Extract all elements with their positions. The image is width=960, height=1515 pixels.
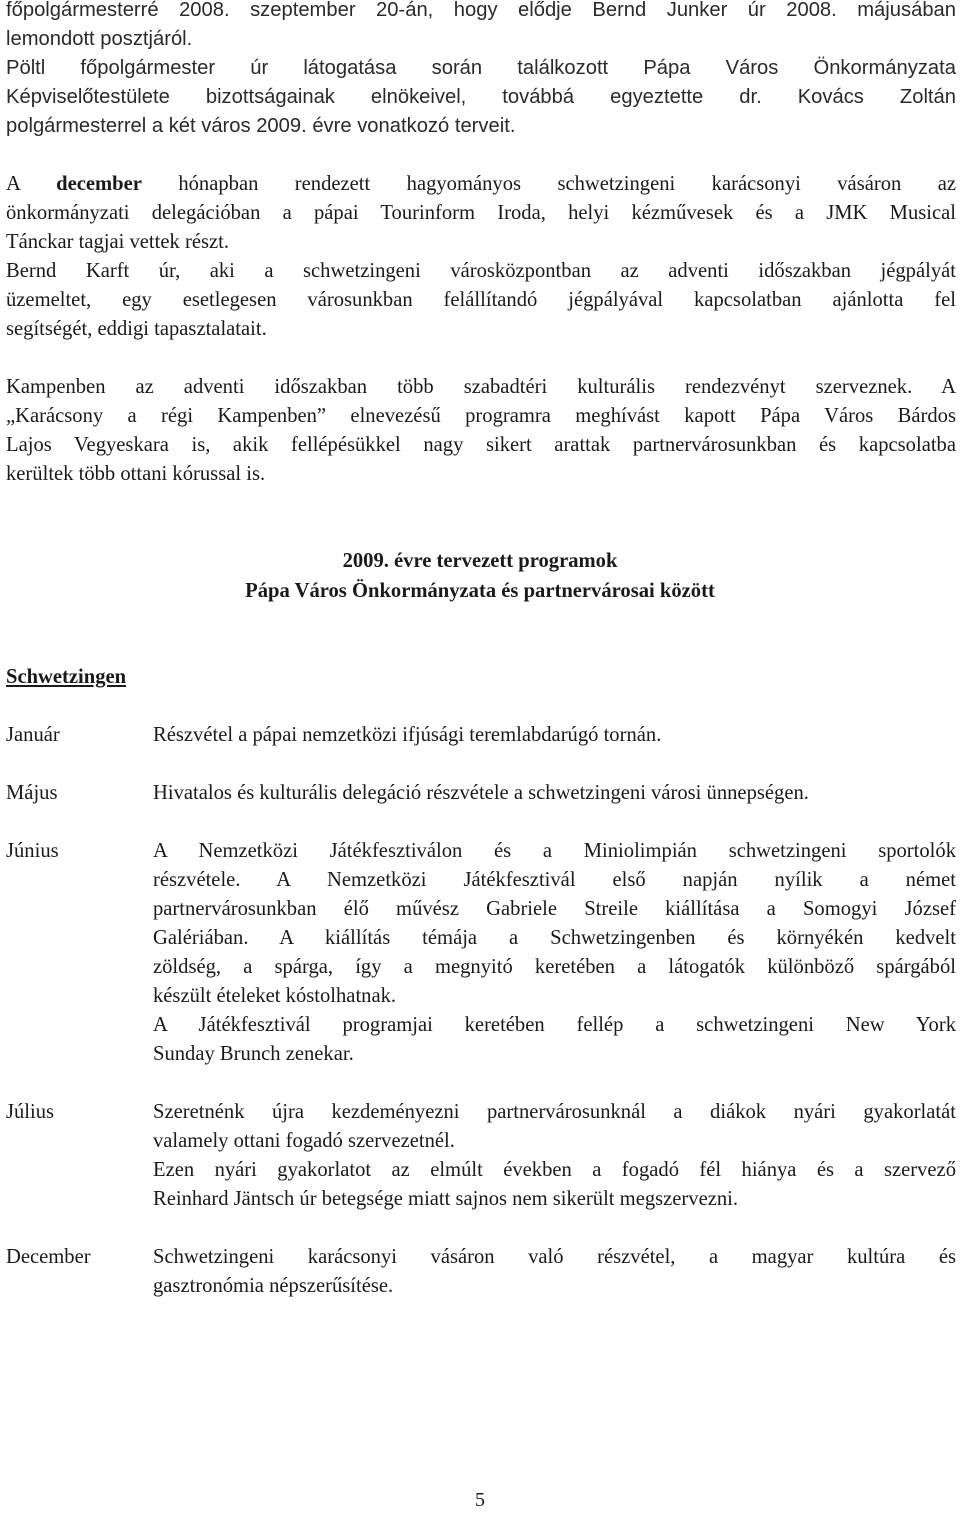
text-line: polgármesterrel a két város 2009. évre vonatkozó terveit. <box>6 115 516 137</box>
text-line: Bernd Karft úr, aki a schwetzingeni városközpontban az adventi időszakban jégpályát <box>6 260 956 282</box>
text-line: segítségét, eddigi tapasztalatait. <box>6 318 267 340</box>
kampen-paragraph <box>6 373 956 489</box>
text-line: Hivatalos és kulturális delegáció részvétele a schwetzingeni városi ünnepségen. <box>153 782 809 804</box>
text-line: Pöltl főpolgármester úr látogatása során találkozott Pápa Város Önkormányzata <box>6 57 956 79</box>
text-run: A <box>6 173 20 195</box>
program-month: Május <box>6 782 58 804</box>
heading-line-2: Pápa Város Önkormányzata és partnervárosai között <box>245 580 715 602</box>
text-line: Tánckar tagjai vettek részt. <box>6 231 229 253</box>
karft-paragraph <box>6 257 956 344</box>
page-number: 5 <box>475 1489 485 1511</box>
program-description <box>153 779 956 808</box>
text-line: Részvétel a pápai nemzetközi ifjúsági teremlabdarúgó tornán. <box>153 724 662 746</box>
program-description <box>153 1098 956 1214</box>
program-description <box>153 721 956 750</box>
text-line: készült ételeket kóstolhatnak. <box>153 985 397 1007</box>
text-line: A Játékfesztivál programjai keretében fellép a schwetzingeni New York <box>153 1014 956 1036</box>
text-line: részvétele. A Nemzetközi Játékfesztivál első napján nyílik a német <box>153 869 956 891</box>
text-line: lemondott posztjáról. <box>6 28 193 50</box>
text-line: „Karácsony a régi Kampenben” elnevezésű programra meghívást kapott Pápa Város Bárdos <box>6 405 956 427</box>
intro-paragraph <box>6 0 956 141</box>
text-line: Ezen nyári gyakorlatot az elmúlt években a fogadó fél hiánya és a szervező <box>153 1159 956 1181</box>
text-line: Sunday Brunch zenekar. <box>153 1043 354 1065</box>
text-line: Lajos Vegyeskara is, akik fellépésükkel nagy sikert arattak partnervárosunkban és kapcsolatba <box>6 434 956 456</box>
text-line: Képviselőtestülete bizottságainak elnökeivel, továbbá egyeztette dr. Kovács Zoltán <box>6 86 956 108</box>
text-line: Galériában. A kiállítás témája a Schwetzingenben és környékén kedvelt <box>153 927 956 949</box>
text-line: zöldség, a spárga, így a megnyitó keretében a látogatók különböző spárgából <box>153 956 956 978</box>
text-line: gasztronómia népszerűsítése. <box>153 1275 394 1297</box>
program-month: Január <box>6 724 60 746</box>
text-line <box>6 170 956 199</box>
heading-line-1: 2009. évre tervezett programok <box>342 550 618 572</box>
text-line: partnervárosunkban élő művész Gabriele Streile kiállítása a Somogyi József <box>153 898 956 920</box>
text-line: Reinhard Jäntsch úr betegsége miatt sajnos nem sikerült megszervezni. <box>153 1188 739 1210</box>
text-line: önkormányzati delegációban a pápai Tourinform Iroda, helyi kézművesek és a JMK Musical <box>6 202 956 224</box>
program-month: December <box>6 1246 91 1268</box>
program-month: Július <box>6 1101 55 1123</box>
text-run: hónapban rendezett hagyományos schwetzingeni karácsonyi vásáron az <box>178 173 956 195</box>
text-line: főpolgármesterré 2008. szeptember 20-án, hogy elődje Bernd Junker úr 2008. májusában <box>6 0 956 21</box>
text-line: A Nemzetközi Játékfesztiválon és a Miniolimpián schwetzingeni sportolók <box>153 840 956 862</box>
text-line: üzemeltet, egy esetlegesen városunkban felállítandó jégpályával kapcsolatban ajánlotta fel <box>6 289 956 311</box>
text-line: valamely ottani fogadó szervezetnél. <box>153 1130 455 1152</box>
bold-keyword: december <box>56 173 142 195</box>
section-title: Schwetzingen <box>6 666 127 688</box>
december-paragraph <box>6 170 956 257</box>
text-line: Kampenben az adventi időszakban több szabadtéri kulturális rendezvényt szerveznek. A <box>6 376 956 398</box>
program-month: Június <box>6 840 59 862</box>
program-description <box>153 837 956 1069</box>
text-line: Szeretnénk újra kezdeményezni partnervárosunknál a diákok nyári gyakorlatát <box>153 1101 956 1123</box>
text-line: kerültek több ottani kórussal is. <box>6 463 266 485</box>
program-description <box>153 1243 956 1301</box>
text-line: Schwetzingeni karácsonyi vásáron való részvétel, a magyar kultúra és <box>153 1246 956 1268</box>
